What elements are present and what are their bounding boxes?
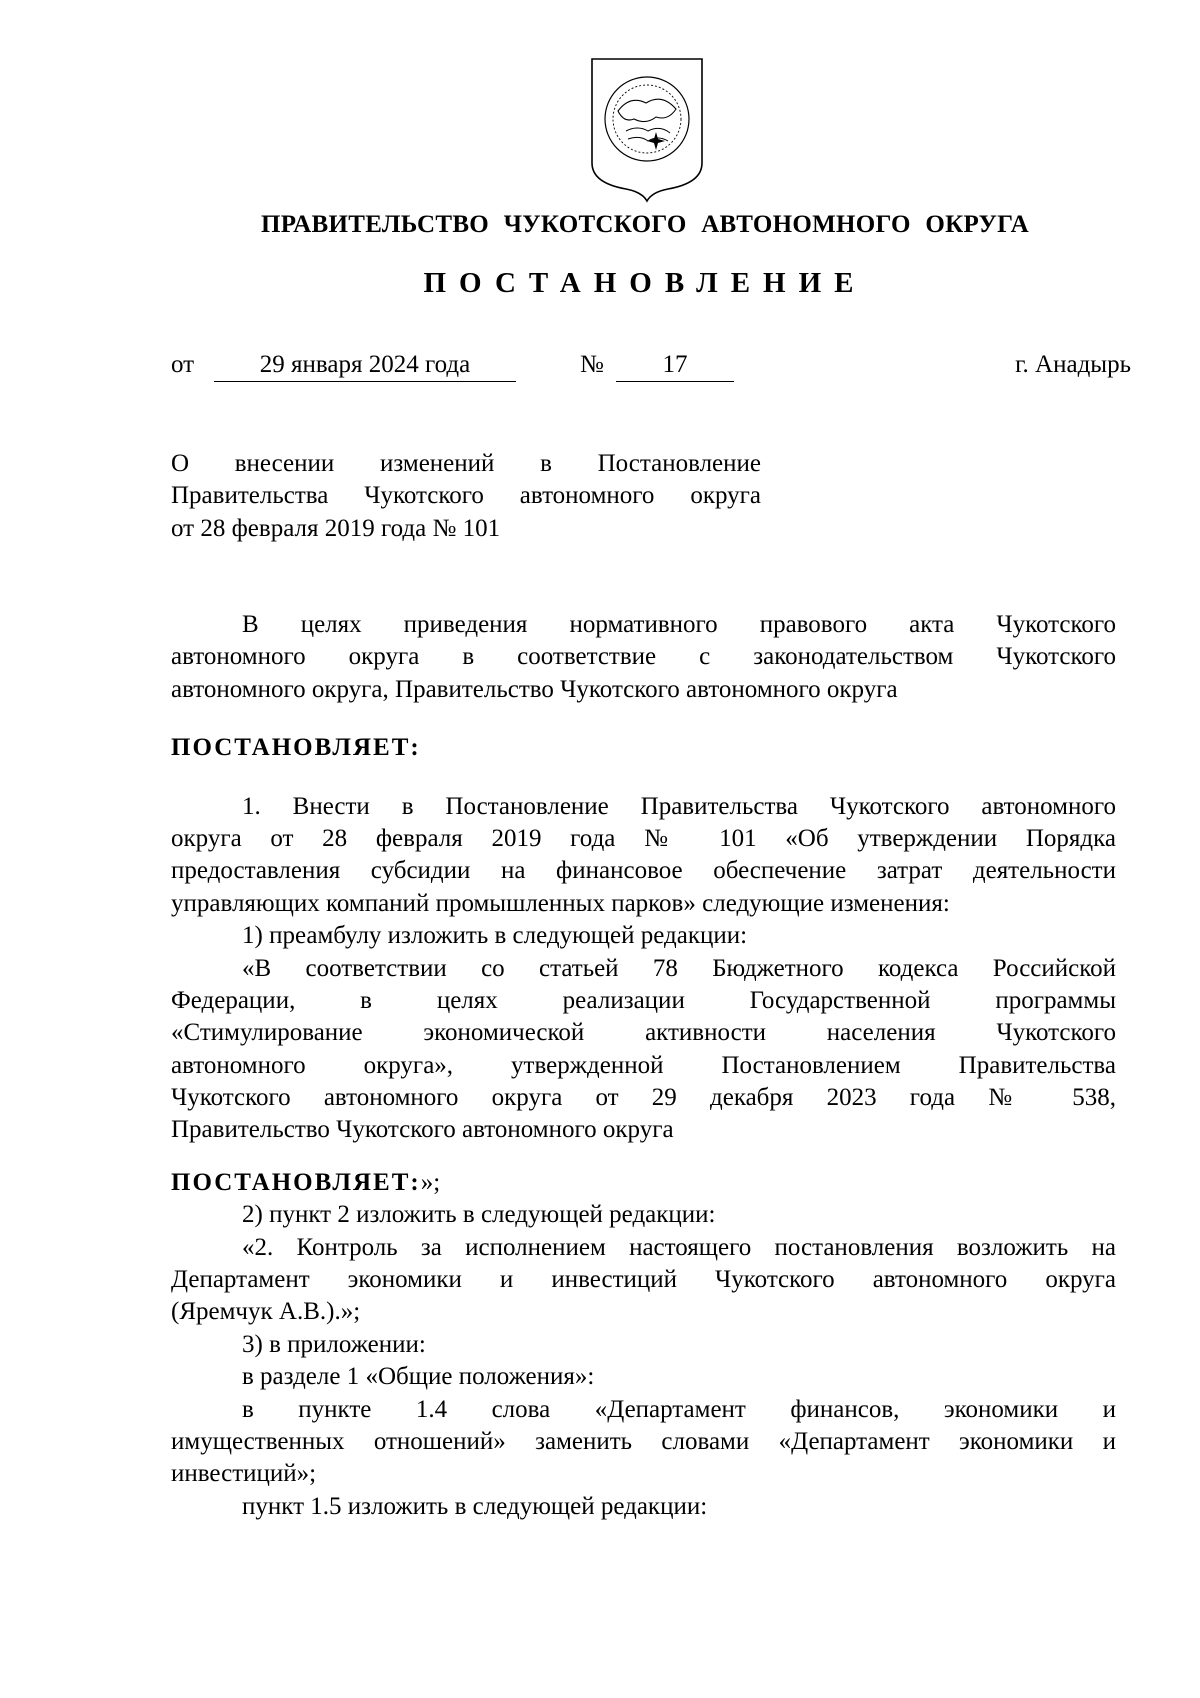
preamble-line: автономного округа в соответствие с законодательством Чукотского (171, 643, 1116, 671)
resolves-heading: ПОСТАНОВЛЯЕТ: (171, 734, 421, 762)
preamble-line: автономного округа, Правительство Чукотского автономного округа (171, 675, 898, 703)
document-type-title: ПОСТАНОВЛЕНИЕ (423, 267, 867, 299)
sub1-quote-line: Чукотского автономного округа от 29 декабря 2023 года № 538, (171, 1084, 1116, 1112)
sub3-change-line: имущественных отношений» заменить словами «Департамент экономики и (171, 1427, 1116, 1455)
sub3-change-line: в пункте 1.4 слова «Департамент финансов, экономики и (242, 1395, 1116, 1423)
sub1-intro: 1) преамбулу изложить в следующей редакции: (242, 922, 748, 950)
document-meta-row (171, 351, 1131, 385)
preamble-line: В целях приведения нормативного правового акта Чукотского (242, 611, 1116, 638)
sub1-quote-heading-tail: »; (420, 1168, 441, 1196)
date-prefix-label: от (171, 351, 195, 378)
sub3-last-line: пункт 1.5 изложить в следующей редакции: (242, 1492, 708, 1520)
coat-of-arms-emblem (588, 55, 706, 205)
document-number: 17 (616, 351, 734, 382)
sub1-quote-heading: ПОСТАНОВЛЯЕТ: (171, 1168, 421, 1196)
sub2-intro: 2) пункт 2 изложить в следующей редакции: (242, 1201, 716, 1229)
subject-line: Правительства Чукотского автономного округа (171, 482, 761, 510)
sub1-quote-heading-line (171, 1167, 1116, 1199)
subject-line: О внесении изменений в Постановление (171, 450, 761, 477)
number-label: № (580, 351, 604, 378)
sub1-quote-line: «В соответствии со статьей 78 Бюджетного кодекса Российской (242, 954, 1116, 982)
item1-line: предоставления субсидии на финансовое обеспечение затрат деятельности (171, 857, 1116, 885)
document-body (171, 609, 1116, 1523)
sub3-change-line: инвестиций»; (171, 1460, 317, 1488)
sub1-quote-line: «Стимулирование экономической активности населения Чукотского (171, 1019, 1116, 1047)
sub2-quote-line: (Яремчук А.В.).»; (171, 1298, 361, 1326)
sub3-section: в разделе 1 «Общие положения»: (242, 1363, 595, 1391)
sub1-quote-line: автономного округа», утвержденной Постановлением Правительства (171, 1051, 1116, 1079)
sub1-quote-line: Правительство Чукотского автономного округа (171, 1116, 674, 1144)
sub1-quote-line: Федерации, в целях реализации Государственной программы (171, 986, 1116, 1014)
subject-line: от 28 февраля 2019 года № 101 (171, 514, 501, 542)
sub2-quote-line: «2. Контроль за исполнением настоящего постановления возложить на (242, 1233, 1116, 1261)
sub2-quote-line: Департамент экономики и инвестиций Чукотского автономного округа (171, 1266, 1116, 1294)
item1-line: управляющих компаний промышленных парков» следующие изменения: (171, 889, 950, 917)
document-date: 29 января 2024 года (214, 351, 516, 382)
item1-line: округа от 28 февраля 2019 года № 101 «Об утверждении Порядка (171, 824, 1116, 852)
sub3-intro: 3) в приложении: (242, 1330, 426, 1358)
document-subject (171, 448, 761, 545)
organization-title: ПРАВИТЕЛЬСТВО ЧУКОТСКОГО АВТОНОМНОГО ОКРУГА (261, 211, 1029, 238)
document-city: г. Анадырь (1015, 351, 1131, 378)
item1-line: 1. Внести в Постановление Правительства Чукотского автономного (242, 792, 1116, 820)
